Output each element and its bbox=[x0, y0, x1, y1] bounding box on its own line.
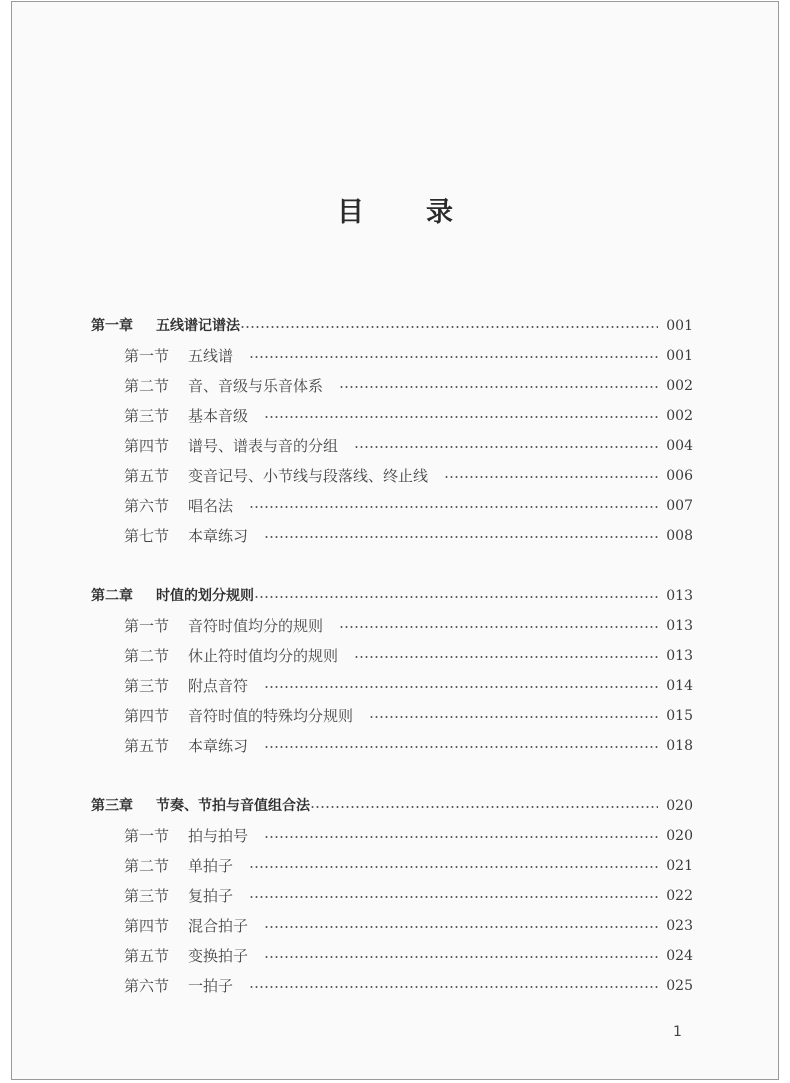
page-ref: 004 bbox=[666, 438, 693, 454]
chapter-title: 五线谱记谱法 bbox=[156, 318, 240, 334]
dot-leader bbox=[354, 446, 658, 448]
title-char-1: 目 bbox=[337, 197, 364, 228]
page-ref: 014 bbox=[666, 678, 693, 694]
chapter-number: 第三章 bbox=[91, 798, 133, 814]
toc-section-entry[interactable] bbox=[91, 881, 693, 911]
toc-section-entry[interactable] bbox=[91, 611, 693, 641]
section-number: 第六节 bbox=[124, 977, 170, 995]
toc-chapter-entry[interactable] bbox=[91, 791, 693, 821]
page-ref: 025 bbox=[666, 978, 693, 994]
section-number: 第五节 bbox=[124, 947, 170, 965]
section-title: 附点音符 bbox=[188, 677, 249, 695]
dot-leader bbox=[240, 326, 658, 328]
section-title: 混合拍子 bbox=[188, 917, 249, 935]
page-ref: 007 bbox=[666, 498, 693, 514]
section-title: 唱名法 bbox=[188, 497, 234, 515]
dot-leader bbox=[249, 506, 658, 508]
page-ref: 001 bbox=[666, 318, 693, 334]
section-title: 变换拍子 bbox=[188, 947, 249, 965]
section-number: 第四节 bbox=[124, 917, 170, 935]
chapter-title: 节奏、节拍与音值组合法 bbox=[156, 798, 310, 814]
toc-section-entry[interactable] bbox=[91, 461, 693, 491]
section-title: 音符时值均分的规则 bbox=[188, 617, 324, 635]
section-number: 第六节 bbox=[124, 497, 170, 515]
page-ref: 023 bbox=[666, 918, 693, 934]
toc-section-entry[interactable] bbox=[91, 431, 693, 461]
section-title: 基本音级 bbox=[188, 407, 249, 425]
section-title: 拍与拍号 bbox=[188, 827, 249, 845]
section-title: 复拍子 bbox=[188, 887, 234, 905]
chapter-title: 时值的划分规则 bbox=[156, 588, 254, 604]
dot-leader bbox=[369, 716, 658, 718]
toc-section-entry[interactable] bbox=[91, 491, 693, 521]
section-number: 第三节 bbox=[124, 407, 170, 425]
page-ref: 015 bbox=[666, 708, 693, 724]
title-char-2: 录 bbox=[426, 197, 453, 228]
dot-leader bbox=[249, 356, 658, 358]
page-ref: 024 bbox=[666, 948, 693, 964]
section-number: 第二节 bbox=[124, 647, 170, 665]
toc-section-entry[interactable] bbox=[91, 701, 693, 731]
page-number: 1 bbox=[673, 1024, 682, 1040]
dot-leader bbox=[264, 836, 658, 838]
page-ref: 001 bbox=[666, 348, 693, 364]
chapter-block bbox=[91, 791, 693, 1001]
dot-leader bbox=[310, 806, 658, 808]
section-number: 第三节 bbox=[124, 887, 170, 905]
toc-section-entry[interactable] bbox=[91, 821, 693, 851]
section-title: 本章练习 bbox=[188, 527, 249, 545]
page-ref: 013 bbox=[666, 648, 693, 664]
section-number: 第一节 bbox=[124, 617, 170, 635]
dot-leader bbox=[264, 536, 658, 538]
section-title: 五线谱 bbox=[188, 347, 234, 365]
section-title: 音符时值的特殊均分规则 bbox=[188, 707, 354, 725]
page-title bbox=[12, 190, 778, 229]
toc-section-entry[interactable] bbox=[91, 971, 693, 1001]
dot-leader bbox=[249, 896, 658, 898]
toc-section-entry[interactable] bbox=[91, 851, 693, 881]
dot-leader bbox=[264, 746, 658, 748]
toc-section-entry[interactable] bbox=[91, 671, 693, 701]
page-ref: 002 bbox=[666, 378, 693, 394]
toc-section-entry[interactable] bbox=[91, 911, 693, 941]
dot-leader bbox=[264, 956, 658, 958]
page-ref: 013 bbox=[666, 588, 693, 604]
page-ref: 006 bbox=[666, 468, 693, 484]
dot-leader bbox=[254, 596, 658, 598]
dot-leader bbox=[249, 866, 658, 868]
dot-leader bbox=[444, 476, 658, 478]
toc-chapter-entry[interactable] bbox=[91, 311, 693, 341]
section-number: 第一节 bbox=[124, 347, 170, 365]
toc-section-entry[interactable] bbox=[91, 641, 693, 671]
chapter-block bbox=[91, 581, 693, 761]
table-of-contents bbox=[91, 311, 693, 1031]
toc-section-entry[interactable] bbox=[91, 731, 693, 761]
page-ref: 002 bbox=[666, 408, 693, 424]
page-ref: 013 bbox=[666, 618, 693, 634]
document-page bbox=[11, 1, 779, 1080]
page-ref: 008 bbox=[666, 528, 693, 544]
section-number: 第四节 bbox=[124, 707, 170, 725]
page-ref: 021 bbox=[666, 858, 693, 874]
section-number: 第一节 bbox=[124, 827, 170, 845]
section-title: 休止符时值均分的规则 bbox=[188, 647, 339, 665]
section-number: 第三节 bbox=[124, 677, 170, 695]
chapter-number: 第二章 bbox=[91, 588, 133, 604]
section-title: 音、音级与乐音体系 bbox=[188, 377, 324, 395]
dot-leader bbox=[264, 416, 658, 418]
section-title: 本章练习 bbox=[188, 737, 249, 755]
section-number: 第七节 bbox=[124, 527, 170, 545]
toc-section-entry[interactable] bbox=[91, 941, 693, 971]
section-number: 第二节 bbox=[124, 857, 170, 875]
toc-section-entry[interactable] bbox=[91, 341, 693, 371]
dot-leader bbox=[339, 386, 658, 388]
toc-section-entry[interactable] bbox=[91, 371, 693, 401]
toc-section-entry[interactable] bbox=[91, 521, 693, 551]
dot-leader bbox=[339, 626, 658, 628]
toc-section-entry[interactable] bbox=[91, 401, 693, 431]
section-title: 单拍子 bbox=[188, 857, 234, 875]
chapter-number: 第一章 bbox=[91, 318, 133, 334]
section-number: 第五节 bbox=[124, 467, 170, 485]
chapter-block bbox=[91, 311, 693, 551]
section-title: 一拍子 bbox=[188, 977, 234, 995]
section-title: 谱号、谱表与音的分组 bbox=[188, 437, 339, 455]
dot-leader bbox=[264, 926, 658, 928]
section-title: 变音记号、小节线与段落线、终止线 bbox=[188, 467, 429, 485]
toc-chapter-entry[interactable] bbox=[91, 581, 693, 611]
dot-leader bbox=[354, 656, 658, 658]
section-number: 第四节 bbox=[124, 437, 170, 455]
dot-leader bbox=[264, 686, 658, 688]
dot-leader bbox=[249, 986, 658, 988]
page-ref: 020 bbox=[666, 828, 693, 844]
page-ref: 018 bbox=[666, 738, 693, 754]
section-number: 第二节 bbox=[124, 377, 170, 395]
page-ref: 022 bbox=[666, 888, 693, 904]
page-ref: 020 bbox=[666, 798, 693, 814]
section-number: 第五节 bbox=[124, 737, 170, 755]
